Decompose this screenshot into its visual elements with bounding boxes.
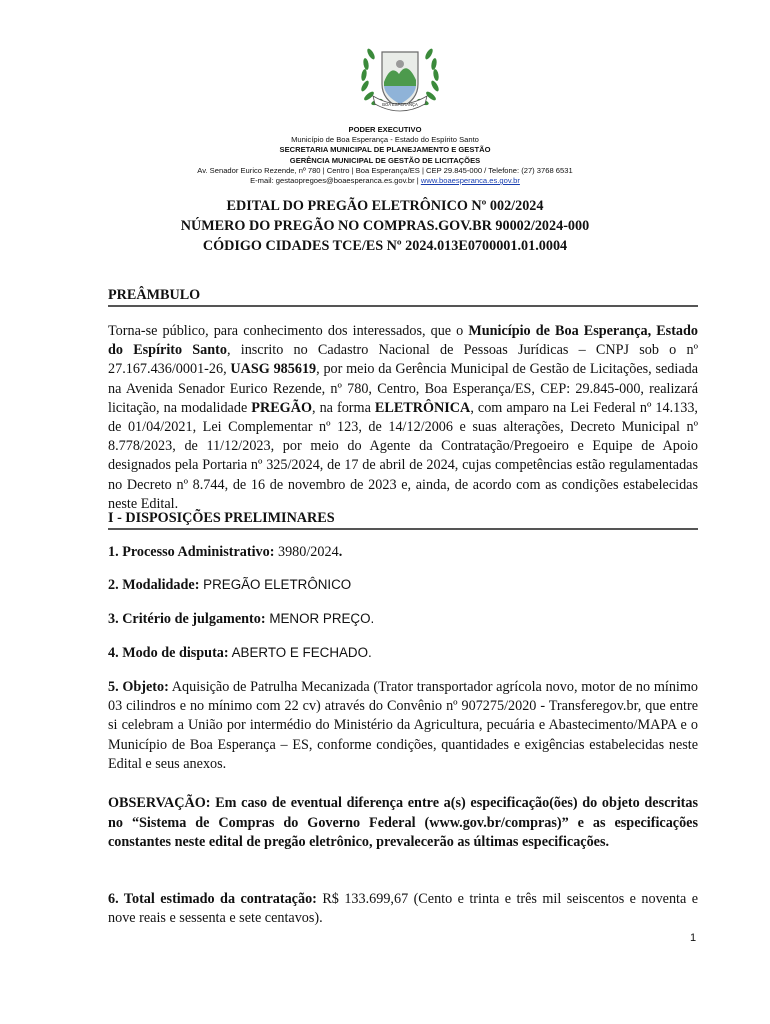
page-number: 1 [690, 932, 697, 944]
website-link[interactable]: www.boaesperanca.es.gov.br [420, 176, 520, 186]
item-label: 2. Modalidade: [108, 577, 200, 593]
item-label: 1. Processo Administrativo: [108, 544, 275, 560]
objeto-text: Aquisição de Patrulha Mecanizada (Trator transportador agrícola novo, motor de no mínimo 03 cilindros e no mínimo com 22 cv) através do Convênio nº 907275/2020 - Transferegov.br, que entre si celebram a União por intermédio do Ministério da Agricultura, pecuária e Abastecimento/MAPA e o Município de Boa Esperança – ES, conforme condições, quantidades e exigências estabelecidas neste Edital e seus anexos. [108, 679, 698, 772]
header-municipality: Município de Boa Esperança - Estado do Espírito Santo [291, 135, 479, 145]
laurel-seal-icon [355, 38, 445, 120]
tce-code: CÓDIGO CIDADES TCE/ES Nº 2024.013E0700001.01.0004 [202, 238, 568, 254]
item-suffix: . [338, 544, 343, 560]
header-address: Av. Senador Eurico Rezende, nº 780 | Centro | Boa Esperança/ES | CEP 29.845-000 / Telefone: (27) 3768 6531 [197, 165, 573, 175]
item-criterio [108, 609, 698, 629]
item-value: PREGÃO ELETRÔNICO [199, 577, 352, 592]
item-label: 5. Objeto: [108, 679, 169, 695]
preambulo-part: , com amparo na Lei Federal nº 14.133, de 01/04/2021, Lei Complementar nº 123, de 14/12/2006 e suas alterações, Decreto Municipal nº 8.778/2023, de 11/12/2023, por meio do Agente da Contratação/Pregoeiro e Equipe de Apoio designados pela Portaria nº 325/2024, de 17 de abril de 2024, cujas competências estão regulamentadas no Decreto nº 8.744, de 16 de novembro de 2023 e, ainda, de acordo com as condições estabelecidas neste Edital. [108, 399, 698, 512]
header-power: PODER EXECUTIVO [348, 125, 422, 134]
modality-bold: PREGÃO [251, 399, 312, 416]
item-objeto [108, 678, 698, 774]
item-processo [108, 543, 698, 562]
svg-text:BOA ESPERANÇA: BOA ESPERANÇA [382, 102, 418, 107]
header-department: GERÊNCIA MUNICIPAL DE GESTÃO DE LICITAÇÕES [289, 155, 481, 165]
total-text: R$ 133.699,67 (Cento e trinta e três mil seiscentos e noventa e nove reais e sessenta e sete centavos). [108, 891, 699, 927]
item-modalidade [108, 575, 698, 595]
preambulo-heading: PREÂMBULO [108, 287, 201, 303]
header-email: E-mail: gestaopregoes@boaesperanca.es.gov.br | [250, 176, 421, 186]
preambulo-part: , na forma [311, 399, 375, 416]
item-label: 3. Critério de julgamento: [108, 611, 266, 627]
preambulo-text [108, 322, 698, 514]
item-value: MENOR PREÇO. [265, 611, 375, 626]
item-value: 3980/2024 [274, 544, 339, 560]
municipio-name: Município de Boa Esperança, Estado do Espírito Santo [108, 323, 699, 359]
item-total-estimado [108, 890, 698, 928]
item-label: 6. Total estimado da contratação: [108, 891, 317, 907]
preambulo-part: , inscrito no Cadastro Nacional de Pessoas Jurídicas – CNPJ sob o nº 27.167.436/0001-26, [108, 342, 698, 378]
observacao-note: OBSERVAÇÃO: Em caso de eventual diferença entre a(s) especificação(ões) do objeto descritas no “Sistema de Compras do Governo Federal (www.gov.br/compras)” e as especificações constantes neste edital de pregão eletrônico, prevalecerão as últimas especificações. [108, 795, 698, 851]
edital-titles [0, 196, 770, 256]
pregao-number: NÚMERO DO PREGÃO NO COMPRAS.GOV.BR 90002/2024-000 [180, 218, 590, 234]
header-secretariat: SECRETARIA MUNICIPAL DE PLANEJAMENTO E GESTÃO [279, 145, 491, 155]
preambulo-part: Torna-se público, para conhecimento dos interessados, que o [108, 323, 469, 339]
section-divider [108, 305, 698, 307]
item-value: ABERTO E FECHADO. [228, 645, 372, 660]
item-modo-disputa [108, 643, 698, 663]
preambulo-part: , por meio da Gerência Municipal de Gestão de Licitações, sediada na Avenida Senador Eurico Rezende, nº 780, Centro, Boa Esperança/ES, CEP: 29.845-000, realizará licitação, na modalidade [108, 361, 699, 416]
item-label: 4. Modo de disputa: [108, 645, 229, 661]
section-divider [108, 528, 698, 530]
section-1-heading: I - DISPOSIÇÕES PRELIMINARES [108, 510, 335, 526]
letterhead [0, 125, 770, 186]
form-bold: ELETRÔNICA [374, 399, 471, 416]
municipal-seal-logo [355, 38, 445, 120]
edital-title: EDITAL DO PREGÃO ELETRÔNICO Nº 002/2024 [226, 198, 544, 214]
header-contact [0, 176, 770, 186]
uasg-code: UASG 985619 [230, 361, 317, 378]
